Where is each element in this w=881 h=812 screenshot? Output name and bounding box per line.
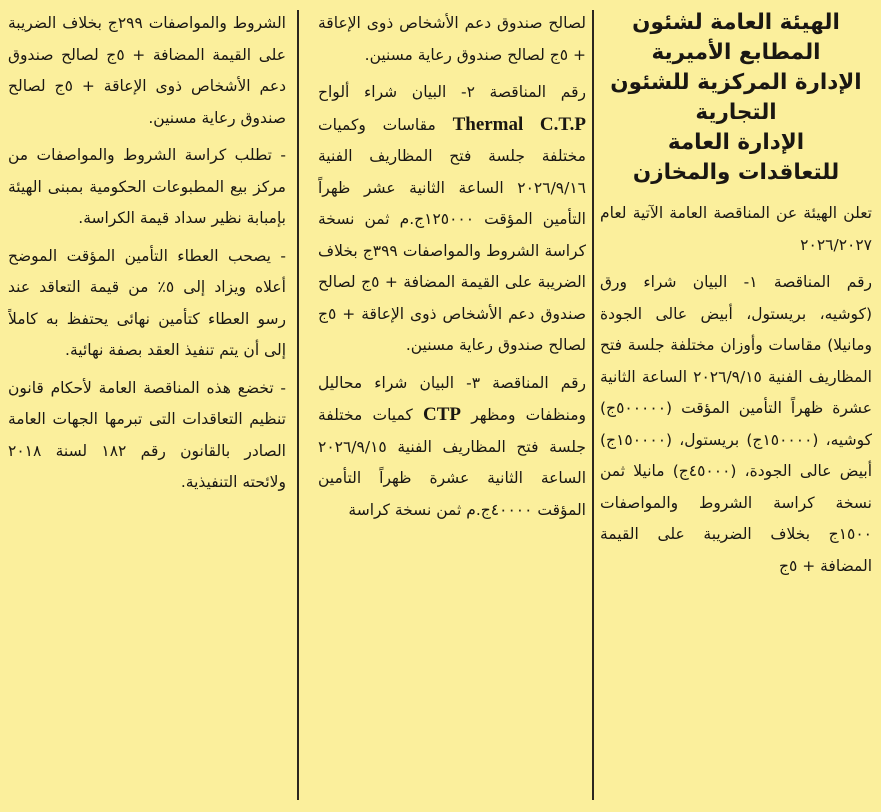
heading-line: الإدارة المركزية للشئون <box>610 70 862 95</box>
column-left <box>8 8 286 806</box>
tender-3-body: كميات مختلفة جلسة فتح المظاريف الفنية ٢٠٢٦/٩/١٥ الساعة الثانية عشرة ظهراً التأمين المؤقت ٤٠٠٠٠ج.م ثمن نسخة كراسة <box>318 406 586 519</box>
column-right <box>600 8 872 806</box>
tender-1-continuation: لصالح صندوق دعم الأشخاص ذوى الإعاقة + ٥ج لصالح صندوق رعاية مسنين. <box>318 14 586 64</box>
note-insurance: - يصحب العطاء التأمين المؤقت الموضح أعلاه ويزاد إلى ٥٪ من قيمة التعاقد عند رسو العطاء كتأمين نهائى يحتفظ به كاملاً إلى أن يتم تنفيذ العقد بصفة نهائية. <box>8 246 286 359</box>
note-law: - تخضع هذه المناقصة العامة لأحكام قانون تنظيم التعاقدات التى تبرمها الجهات العامة الصادر بالقانون رقم ١٨٢ لسنة ٢٠١٨ ولائحته التنفيذية. <box>8 378 286 491</box>
ad-heading <box>600 8 872 188</box>
announcement-intro: تعلن الهيئة عن المناقصة العامة الآتية لعام ٢٠٢٦/٢٠٢٧ <box>600 204 872 254</box>
tender-3-continuation: الشروط والمواصفات ٢٩٩ج بخلاف الضريبة على القيمة المضافة + ٥ج لصالح صندوق دعم الأشخاص ذوى الإعاقة + ٥ج لصالح صندوق رعاية مسنين. <box>8 14 286 127</box>
heading-line: المطابع الأميرية <box>651 40 821 65</box>
tender-2-details <box>318 77 586 362</box>
tender-1-details: رقم المناقصة ١- البيان شراء ورق (كوشيه، بريستول، أبيض عالى الجودة ومانيلا) مقاسات وأوزان مختلفة جلسة فتح المظاريف الفنية ٢٠٢٦/٩/١٥ الساعة الثانية عشرة ظهراً التأمين المؤقت (٥٠٠٠٠٠ج) كوشيه، (١٥٠٠٠٠ج) بريستول، (١٥٠٠٠٠ج) أبيض عالى الجودة، (٤٥٠٠٠ج) مانيلا ثمن نسخة كراسة الشروط والمواصفات ١٥٠٠ج بخلاف الضريبة على القيمة المضافة + ٥ج <box>600 273 872 575</box>
product-name-ctp: CTP <box>423 404 462 425</box>
tender-2-body: مقاسات وكميات مختلفة جلسة فتح المظاريف الفنية ٢٠٢٦/٩/١٦ الساعة الثانية عشر ظهراً التأمين المؤقت ١٢٥٠٠٠ج.م ثمن نسخة كراسة الشروط والمواصفات ٣٩٩ج بخلاف الضريبة على القيمة المضافة + ٥ج لصالح صندوق دعم الأشخاص ذوى الإعاقة + ٥ج لصالح صندوق رعاية مسنين. <box>318 115 586 354</box>
column-divider-left <box>297 10 299 800</box>
heading-line: الإدارة العامة <box>667 130 805 155</box>
tender-2-intro: رقم المناقصة ٢- البيان شراء ألواح <box>318 83 586 101</box>
heading-line: الهيئة العامة لشئون <box>632 10 840 35</box>
tender-3-intro: رقم المناقصة ٣- البيان شراء محاليل ومنظفات ومظهر <box>318 373 586 424</box>
heading-line: للتعاقدات والمخازن <box>632 160 840 185</box>
note-booklet: - تطلب كراسة الشروط والمواصفات من مركز بيع المطبوعات الحكومية بمبنى الهيئة بإمبابة نظير سداد قيمة الكراسة. <box>8 146 286 227</box>
column-middle <box>318 8 586 806</box>
column-divider-right <box>592 10 594 800</box>
product-name-thermal-ctp: Thermal C.T.P <box>452 113 586 135</box>
heading-line: التجارية <box>695 100 777 125</box>
tender-3-details <box>318 368 586 527</box>
